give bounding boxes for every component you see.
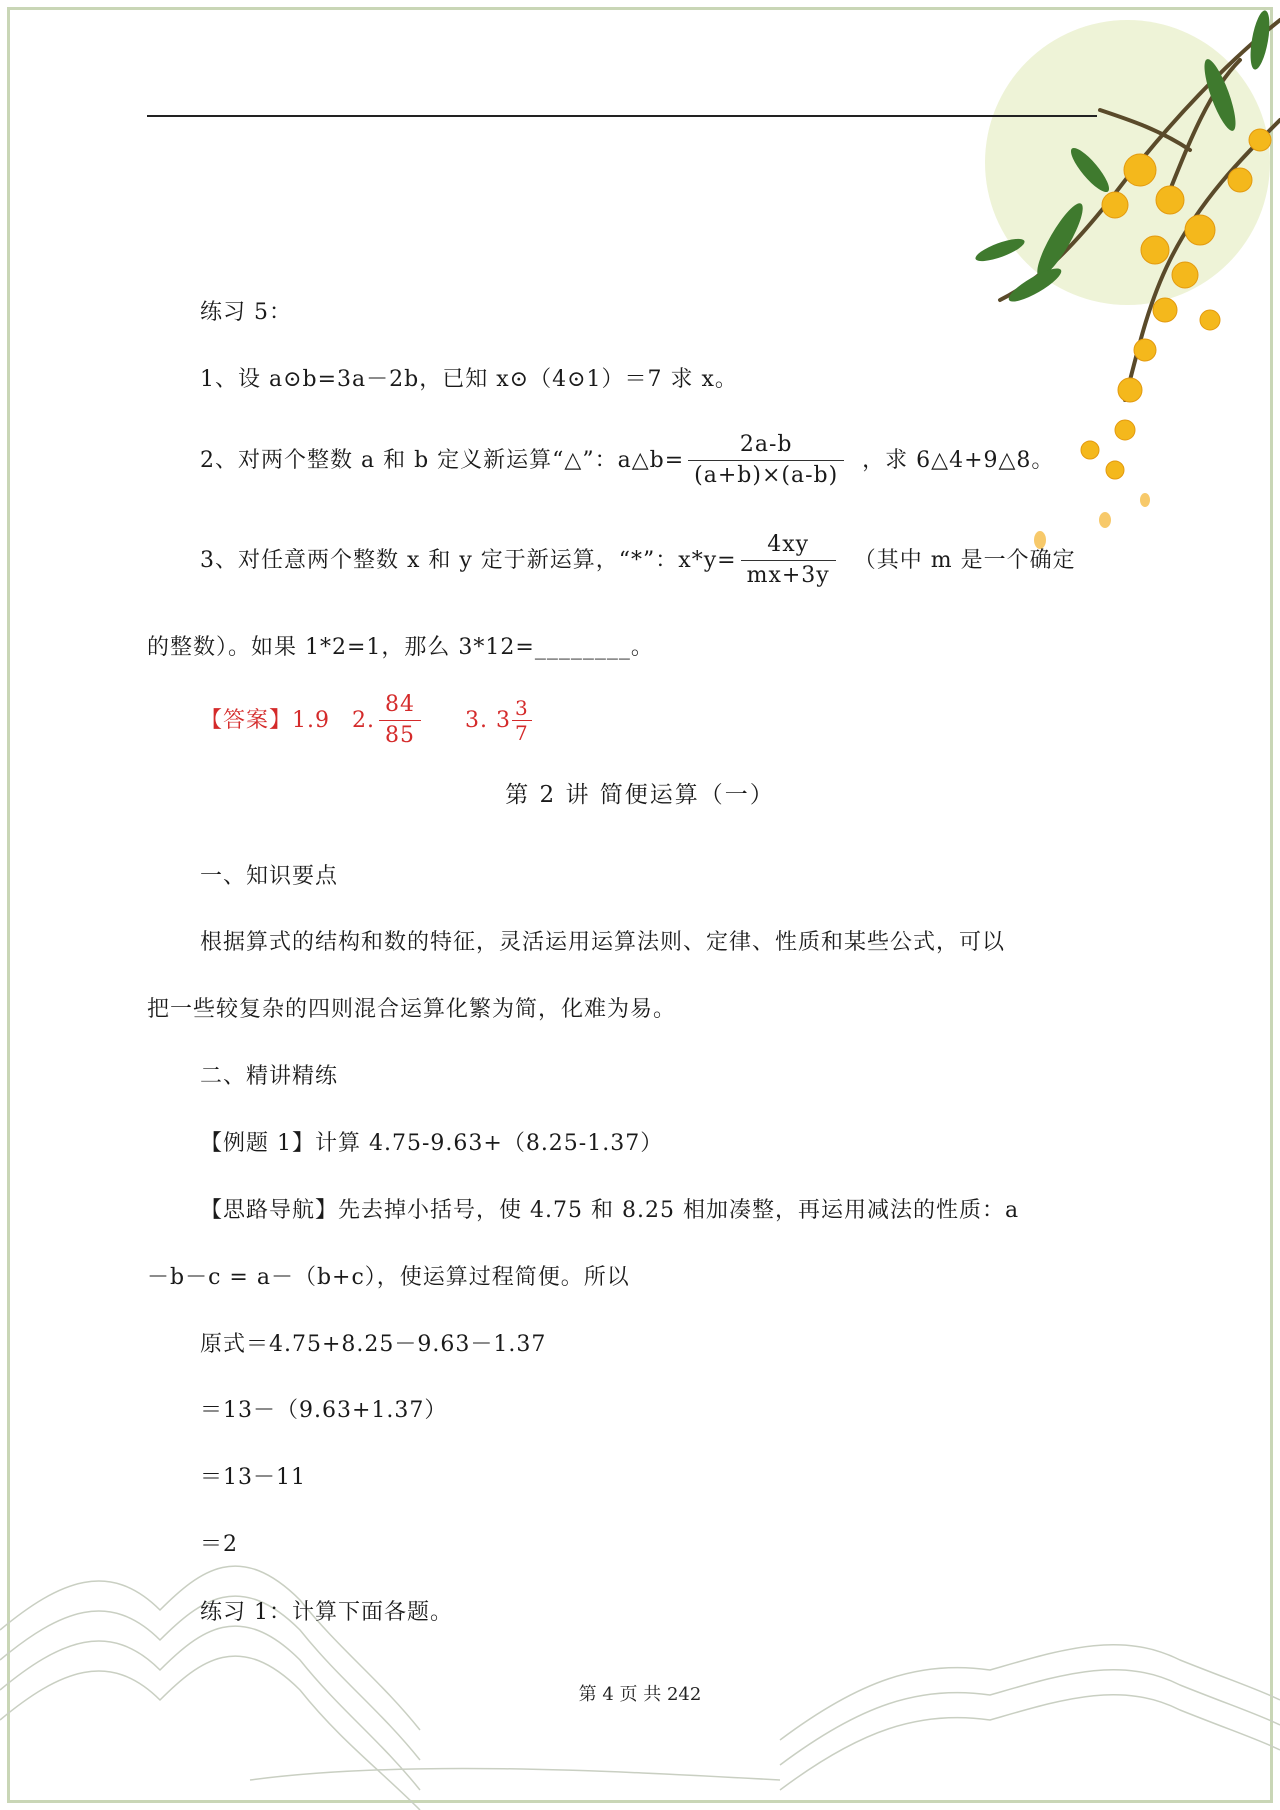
question-2-fraction: [688, 430, 844, 491]
exercise5-heading: 练习 5：: [200, 300, 292, 325]
question-3-prefix: 3、对任意两个整数 x 和 y 定于新运算，“*”：x*y=: [200, 547, 737, 573]
fraction-denominator: 7: [512, 720, 532, 745]
fraction-numerator: 84: [385, 692, 415, 717]
fraction-numerator: 4xy: [767, 532, 810, 557]
lecture-title: 第 2 讲 简便运算（一）: [505, 782, 775, 808]
section-1-heading: 一、知识要点: [200, 864, 339, 889]
question-2-prefix: 2、对两个整数 a 和 b 定义新运算“△”：a△b=: [200, 447, 685, 473]
question-1: 1、设 a⊙b=3a－2b，已知 x⊙（4⊙1）＝7 求 x。: [200, 367, 738, 392]
paragraph-line-2: 把一些较复杂的四则混合运算化繁为简，化难为易。: [147, 997, 677, 1022]
answer-label: 【答案】1.9: [200, 707, 330, 733]
question-2: [200, 430, 1054, 491]
answer-2-prefix: 2.: [352, 707, 375, 733]
answer-3-prefix: 3. 3: [465, 707, 511, 733]
question-3-suffix: （其中 m 是一个确定: [853, 547, 1076, 573]
hint-line-1: 【思路导航】先去掉小括号，使 4.75 和 8.25 相加凑整，再运用减法的性质：a: [200, 1198, 1020, 1223]
example-1: 【例题 1】计算 4.75-9.63+（8.25-1.37）: [200, 1131, 664, 1156]
fraction-numerator: 2a-b: [739, 432, 793, 457]
answer-2-fraction: [379, 690, 421, 751]
fraction-denominator: 85: [379, 720, 421, 751]
fraction-denominator: mx+3y: [741, 560, 836, 591]
question-3: [200, 530, 1076, 591]
practice-1-heading: 练习 1：计算下面各题。: [200, 1600, 453, 1625]
question-2-suffix: ，求 6△4+9△8。: [862, 447, 1055, 473]
header-rule: [147, 115, 1097, 117]
solution-step-4: ＝2: [200, 1532, 238, 1557]
mountain-decoration: [0, 1480, 1280, 1810]
question-3-line2: 的整数）。如果 1*2=1，那么 3*12=________。: [147, 635, 654, 660]
question-3-fraction: [741, 530, 836, 591]
fraction-numerator: 3: [514, 696, 529, 720]
answer-line: [200, 690, 536, 751]
solution-step-3: ＝13－11: [200, 1465, 306, 1490]
solution-step-1: 原式＝4.75+8.25－9.63－1.37: [200, 1332, 547, 1357]
hint-line-2: －b－c = a－（b+c），使运算过程简便。所以: [147, 1265, 630, 1290]
section-2-heading: 二、精讲精练: [200, 1064, 339, 1089]
solution-step-2: ＝13－（9.63+1.37）: [200, 1398, 448, 1423]
answer-3-fraction: [512, 696, 532, 745]
fraction-denominator: (a+b)×(a-b): [688, 460, 844, 491]
paragraph-line-1: 根据算式的结构和数的特征，灵活运用运算法则、定律、性质和某些公式，可以: [200, 930, 1006, 955]
page-number: 第 4 页 共 242: [578, 1684, 702, 1705]
